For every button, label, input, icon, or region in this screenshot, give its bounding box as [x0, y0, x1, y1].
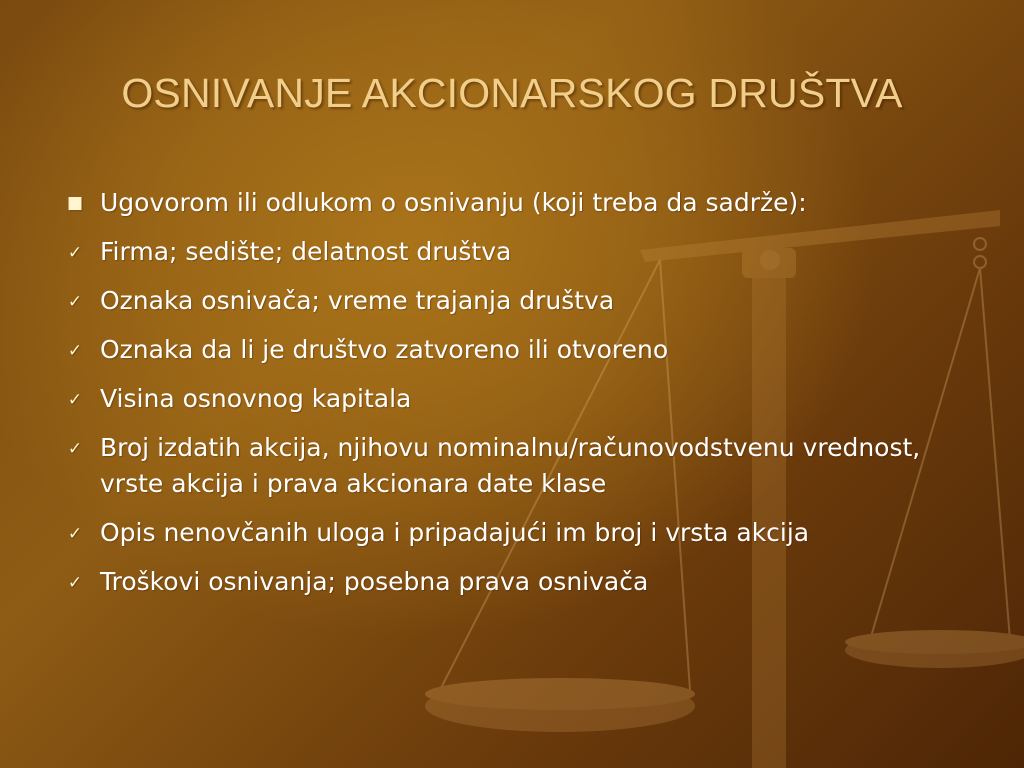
bullet-text: Troškovi osnivanja; posebna prava osnivača [100, 567, 649, 596]
bullet-text: Oznaka osnivača; vreme trajanja društva [100, 286, 615, 315]
checkmark-icon: ✓ [67, 390, 83, 410]
checkmark-icon: ✓ [67, 573, 83, 593]
bullet-item [60, 564, 980, 600]
bullet-text: Oznaka da li je društvo zatvoreno ili otvoreno [100, 335, 669, 364]
bullet-item [60, 381, 980, 417]
bullet-item [60, 185, 980, 221]
checkmark-icon: ✓ [67, 292, 83, 312]
slide-title: OSNIVANJE AKCIONARSKOG DRUŠTVA [121, 70, 903, 116]
bullet-text: Firma; sedište; delatnost društva [100, 237, 512, 266]
checkmark-icon: ✓ [67, 524, 83, 544]
bullet-list [60, 185, 980, 613]
bullet-item [60, 283, 980, 319]
bullet-text: Opis nenovčanih uloga i pripadajući im broj i vrsta akcija [100, 518, 810, 547]
checkmark-icon: ✓ [67, 341, 83, 361]
bullet-text: Ugovorom ili odlukom o osnivanju (koji treba da sadrže): [100, 188, 807, 217]
checkmark-icon: ✓ [67, 243, 83, 263]
bullet-item [60, 234, 980, 270]
checkmark-icon: ✓ [67, 439, 83, 459]
bullet-text: Broj izdatih akcija, njihovu nominalnu/računovodstvenu vrednost, vrste akcija i prava akcionara date klase [100, 433, 921, 498]
bullet-text: Visina osnovnog kapitala [100, 384, 412, 413]
square-bullet-icon: ■ [66, 193, 84, 213]
bullet-item [60, 332, 980, 368]
bullet-item [60, 430, 980, 502]
bullet-item [60, 515, 980, 551]
